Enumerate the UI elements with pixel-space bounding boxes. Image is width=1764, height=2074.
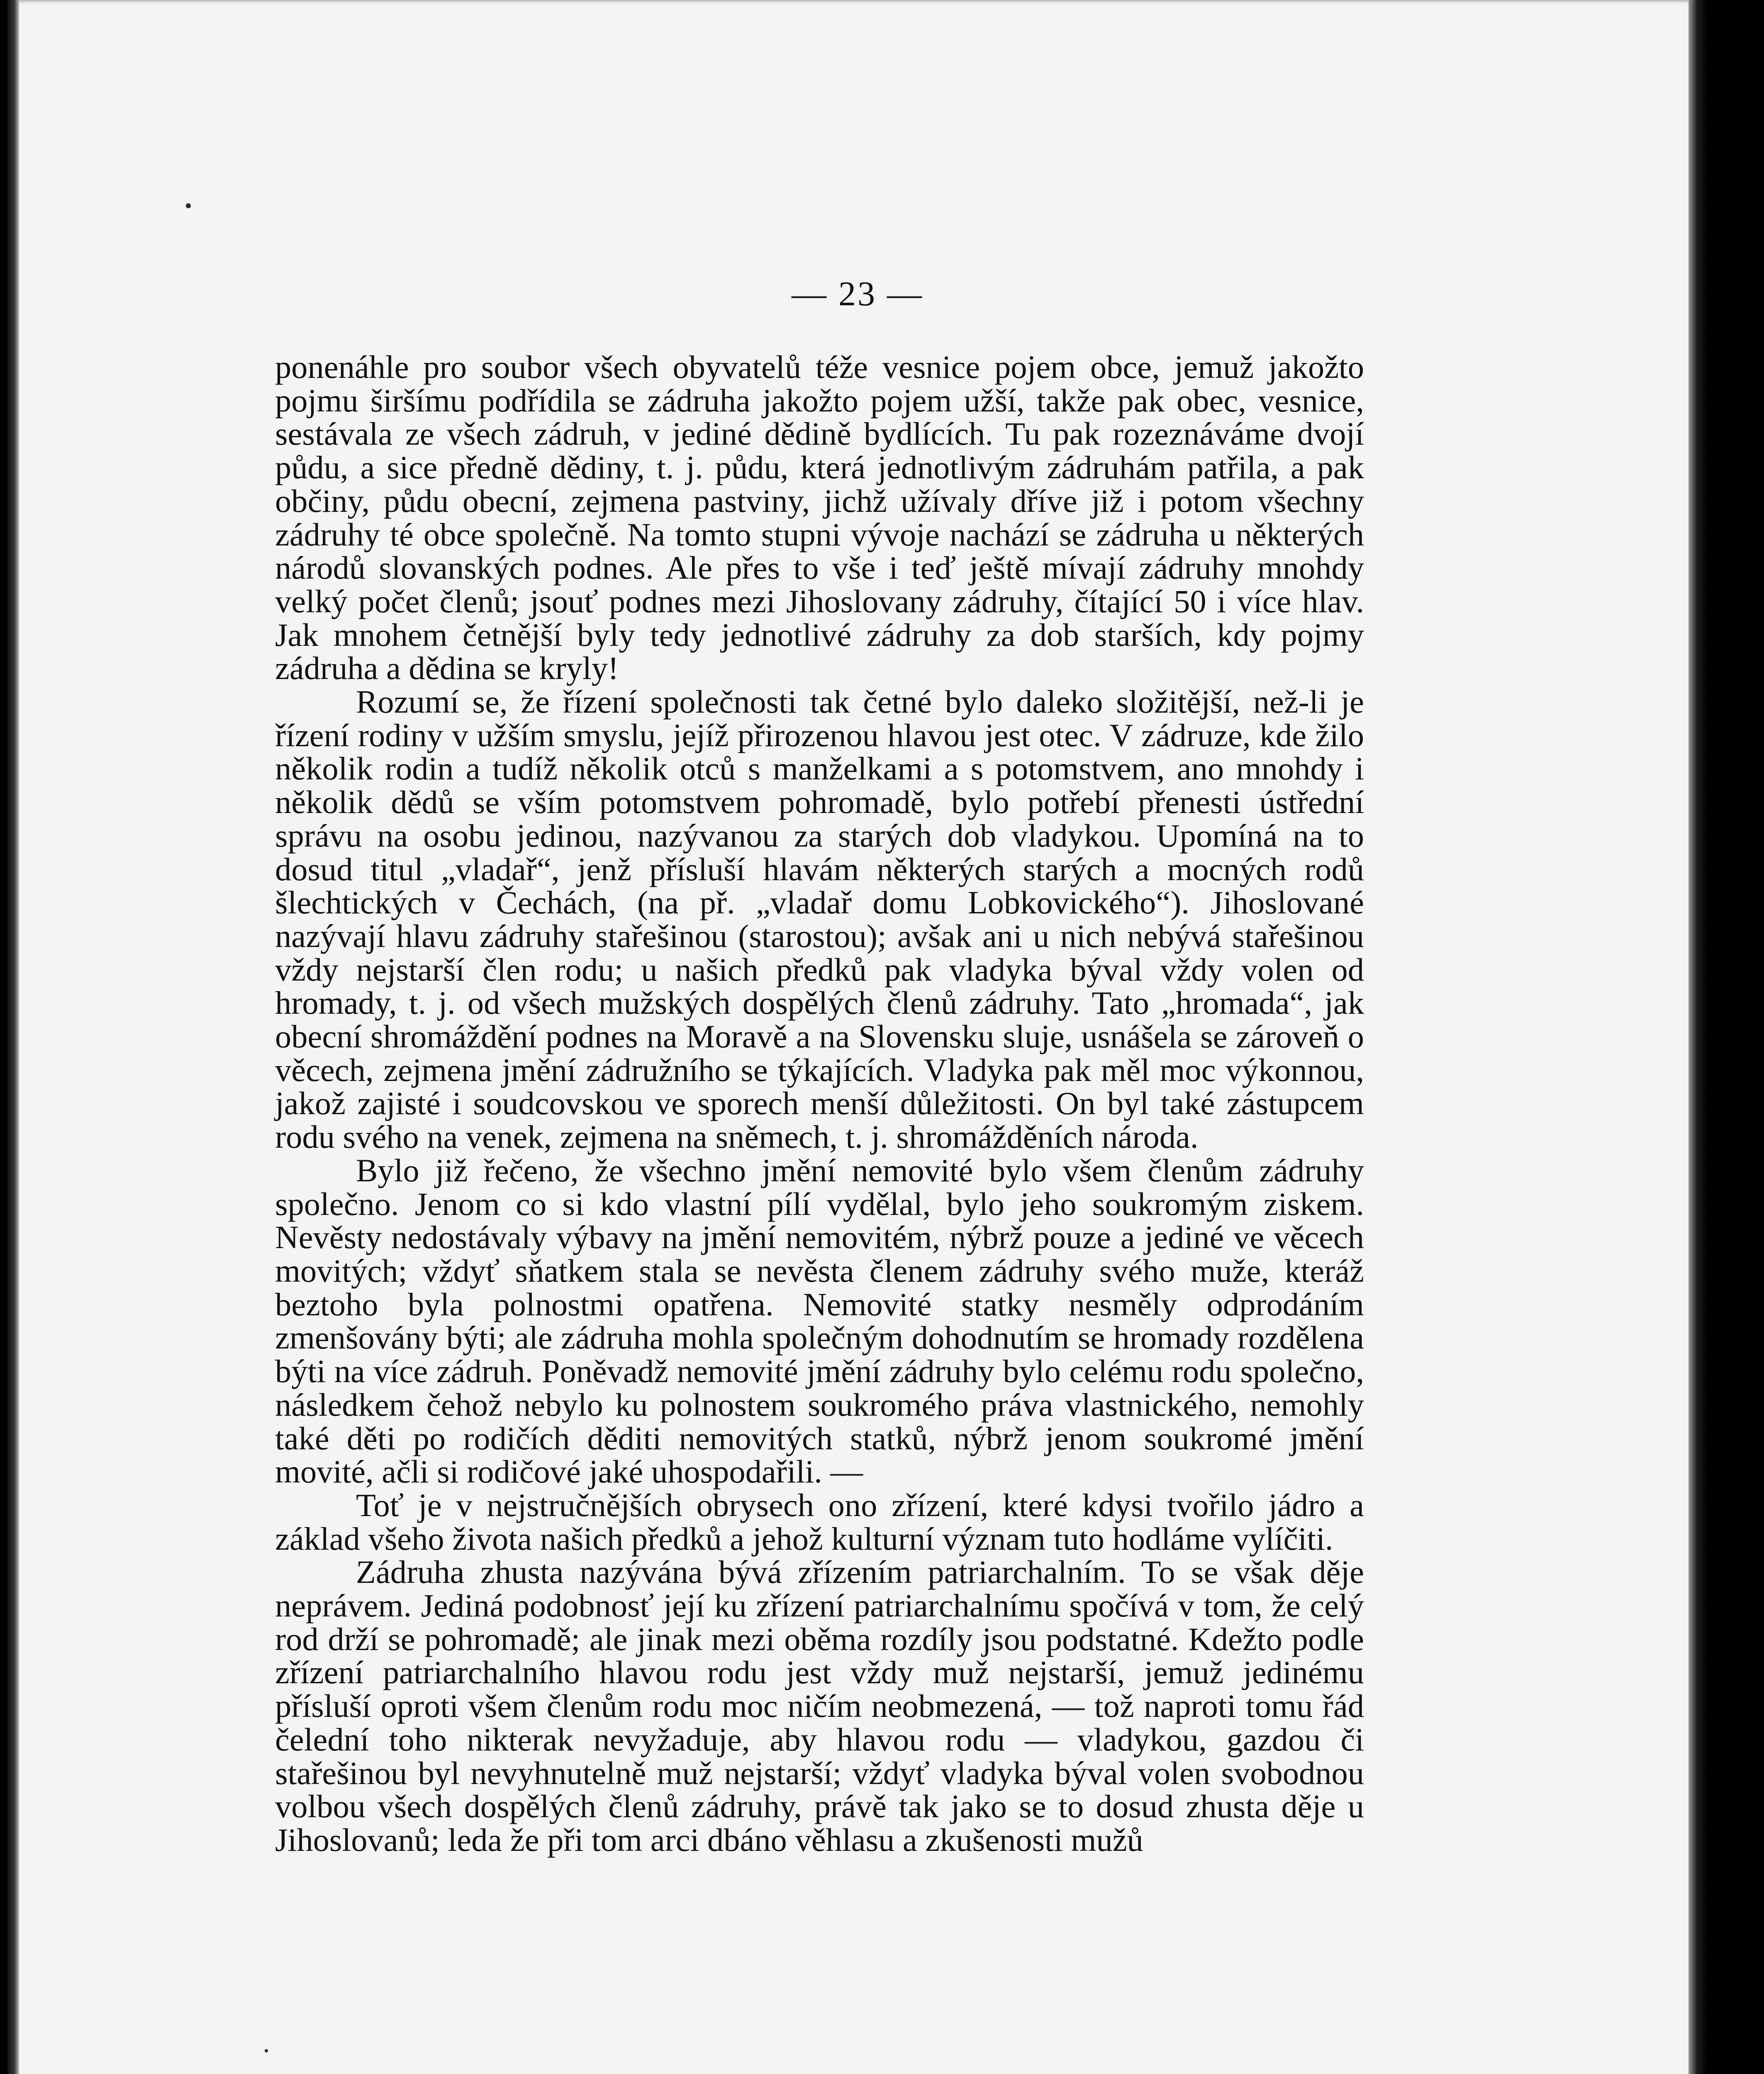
body-text xyxy=(275,351,1364,1857)
paragraph-4: Toť je v nejstručnějších obrysech ono zřízení, které kdysi tvořilo jádro a základ všeho života našich předků a jehož kulturní význam tuto hodláme vylíčiti. xyxy=(275,1487,1364,1557)
scan-speck xyxy=(265,2049,268,2052)
paragraph-5: Zádruha zhusta nazývána bývá zřízením patriarchalním. To se však děje neprávem. Jediná podobnosť její ku zřízení patriarchalnímu spočívá v tom, že celý rod drží se pohromadě; ale jinak mezi oběma rozdíly jsou podstatné. Kdežto podle zřízení patriarchalního hlavou rodu jest vždy muž nejstarší, jemuž jedinému přísluší oproti všem členům rodu moc ničím neobmezená, — tož naproti tomu řád čelední toho nikterak nevyžaduje, aby hlavou rodu — vladykou, gazdou či stařešinou byl nevyhnutelně muž nejstarší; vždyť vladyka býval volen svobodnou volbou všech dospělých členů zádruhy, právě tak jako se to dosud zhusta děje u Jihoslovanů; leda že při tom arci dbáno věhlasu a zkušenosti mužů xyxy=(275,1554,1364,1858)
paragraph-1: ponenáhle pro soubor všech obyvatelů téže vesnice pojem obce, jemuž jakožto pojmu širšímu podřídila se zádruha jakožto pojem užší, takže pak obec, vesnice, sestávala ze všech zádruh, v jediné dědině bydlících. Tu pak rozeznáváme dvojí půdu, a sice předně dědiny, t. j. půdu, která jednotlivým zádruhám patřila, a pak občiny, půdu obecní, zejmena pastviny, jichž užívaly dříve již i potom všechny zádruhy té obce společně. Na tomto stupni vývoje nachází se zádruha u některých národů slovanských podnes. Ale přes to vše i teď ještě mívají zádruhy mnohdy velký počet členů; jsouť podnes mezi Jihoslovany zádruhy, čítající 50 i více hlav. Jak mnohem četnější byly tedy jednotlivé zádruhy za dob starších, kdy pojmy zádruha a dědina se kryly! xyxy=(275,349,1364,686)
page-number: — 23 — xyxy=(792,275,923,313)
scanned-page xyxy=(7,0,1708,2074)
paragraph-3: Bylo již řečeno, že všechno jmění nemovité bylo všem členům zádruhy společno. Jenom co si kdo vlastní pílí vydělal, bylo jeho soukromým ziskem. Nevěsty nedostávaly výbavy na jmění nemovitém, nýbrž pouze a jediné ve věcech movitých; vždyť sňatkem stala se nevěsta členem zádruhy svého muže, kteráž beztoho byla polnostmi opatřena. Nemovité statky nesměly odprodáním zmenšovány býti; ale zádruha mohla společným dohodnutím se hromady rozdělena býti na více zádruh. Poněvadž nemovité jmění zádruhy bylo celému rodu společno, následkem čehož nebylo ku polnostem soukromého práva vlastnického, nemohly také děti po rodičích děditi nemovitých statků, nýbrž jenom soukromé jmění movité, ačli si rodičové jaké uhospodařili. — xyxy=(275,1152,1364,1490)
paragraph-2: Rozumí se, že řízení společnosti tak četné bylo daleko složitější, než-li je řízení rodiny v užším smyslu, jejíž přirozenou hlavou jest otec. V zádruze, kde žilo několik rodin a tudíž několik otců s manželkami a s potomstvem, ano mnohdy i několik dědů se vším potomstvem pohromadě, bylo potřebí přenesti ústřední správu na osobu jedinou, nazývanou za starých dob vladykou. Upomíná na to dosud titul „vladař“, jenž přísluší hlavám některých starých a mocných rodů šlechtických v Čechách, (na př. „vladař domu Lobkovického“). Jihoslované nazývají hlavu zádruhy stařešinou (starostou); avšak ani u nich nebývá stařešinou vždy nejstarší člen rodu; u našich předků pak vladyka býval vždy volen od hromady, t. j. od všech mužských dospělých členů zádruhy. Tato „hromada“, jak obecní shromáždění podnes na Moravě a na Slovensku sluje, usnášela se zároveň o věcech, zejmena jmění zádružního se týkajících. Vladyka pak měl moc výkonnou, jakož zajisté i soudcovskou ve sporech menší důležitosti. On byl také zástupcem rodu svého na venek, zejmena na sněmech, t. j. shromážděních národa. xyxy=(275,684,1364,1155)
scan-speck xyxy=(186,203,191,208)
